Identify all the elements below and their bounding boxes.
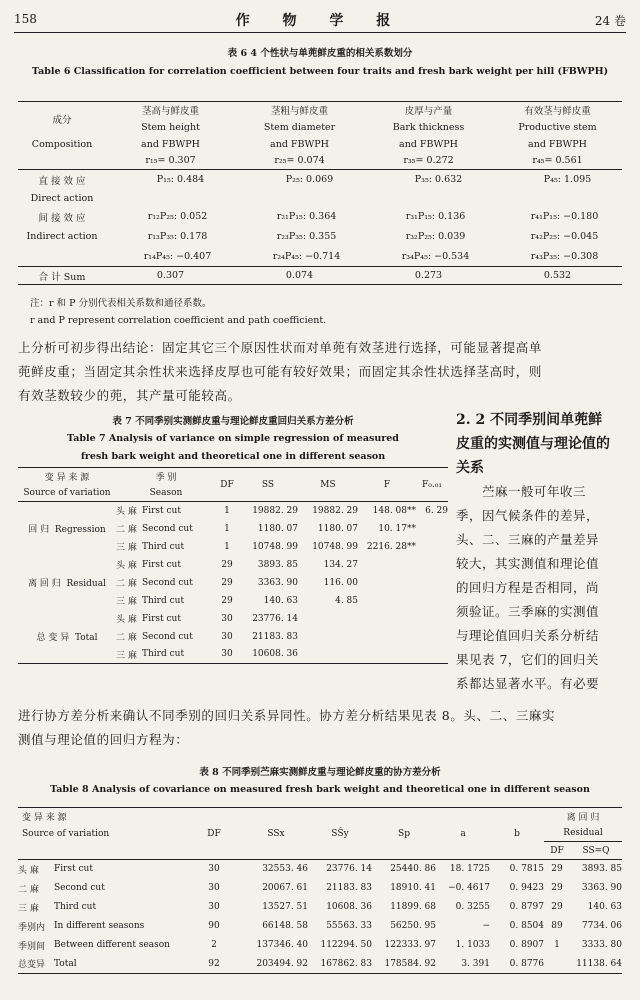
table7-group-label: 回 归 Regression <box>28 525 106 536</box>
table7-cell: 30 <box>221 613 233 624</box>
table7-cell: 19882. 29 <box>252 505 298 516</box>
table7-header: 季 别 <box>155 472 177 483</box>
table7-caption-en-2: fresh bark weight and theoretical one in different season <box>80 451 386 462</box>
table8-cell: −0. 4617 <box>448 883 490 893</box>
table8-cell: 29 <box>551 883 563 893</box>
table7-cell: 10748. 99 <box>252 541 298 552</box>
table7-cell: 3893. 85 <box>257 559 298 570</box>
table8-header: Residual <box>544 826 622 842</box>
table7 <box>18 467 448 664</box>
table6-header-cell: Bark thickness <box>392 121 465 133</box>
table8-caption-cn: 表 8 不同季别苎麻实测鲜皮重与理论鲜皮重的协方差分析 <box>199 767 441 778</box>
table7-cell: 3363. 90 <box>257 577 298 588</box>
table8-cell: 30 <box>208 883 220 893</box>
table8-header: SSx <box>267 828 285 839</box>
table6-direct-label: 直 接 效 应 <box>38 175 86 187</box>
section-body-line: 较大，其实测值和理论值 <box>456 556 600 571</box>
table8-row-en: Second cut <box>54 883 105 893</box>
table8-cell: 56250. 95 <box>390 921 436 931</box>
running-header <box>14 8 626 30</box>
table8-row-en: In different seasons <box>54 921 145 931</box>
section-body-line: 系都达显著水平。有必要 <box>456 676 600 691</box>
table6-header-cell: Productive stem <box>518 121 597 133</box>
table6-cell: r₄₁P₁₅: −0.180 <box>530 211 599 222</box>
table8-cell: 122333. 97 <box>384 940 436 950</box>
table6-col0-en: Composition <box>31 138 93 150</box>
table7-cell: 21183. 83 <box>252 631 298 642</box>
table7-season-en: Second cut <box>142 631 193 642</box>
table7-cell: 140. 63 <box>263 595 298 606</box>
table7-season-en: First cut <box>142 559 181 570</box>
table8-cell: 30 <box>208 864 220 875</box>
table8-cell: 89 <box>551 921 563 931</box>
table7-cell <box>416 538 448 556</box>
table7-season-cn: 三 麻 <box>116 650 137 661</box>
table7-cell <box>416 556 448 574</box>
table7-cell: 134. 27 <box>323 559 358 570</box>
table6-cell: r₄₂P₂₅: −0.045 <box>530 231 599 242</box>
table6-caption-en: Table 6 Classification for correlation coefficient between four traits and fresh bark weight per hill (FBWPH) <box>31 66 609 77</box>
table8-row-cn: 总变异 <box>18 960 46 971</box>
table7-cell <box>416 610 448 628</box>
table8-cell: 30 <box>208 902 220 912</box>
table8-cell: 3363. 90 <box>581 883 622 893</box>
table6-header-cell: 茎粗与鲜皮重 <box>270 106 328 118</box>
table6-cell: r₃₁P₁₅: 0.136 <box>405 211 466 222</box>
table8-row-cn: 季别间 <box>18 941 46 952</box>
section-body-line: 季，因气候条件的差异， <box>456 508 600 523</box>
table8-cell: 178584. 92 <box>384 958 436 969</box>
volume-label: 24 卷 <box>594 14 626 28</box>
table7-header: 变 异 来 源 <box>44 472 90 483</box>
table7-group-label: 总 变 异 Total <box>36 632 98 643</box>
table7-cell: 1 <box>224 523 230 534</box>
table7-header: F <box>383 479 391 490</box>
table7-cell <box>298 646 358 664</box>
table7-season-en: First cut <box>142 505 181 516</box>
table8-cell: 0. 9423 <box>509 883 544 893</box>
table7-cell: 29 <box>221 577 233 588</box>
table8-cell: 11899. 68 <box>390 902 436 912</box>
table8-cell: 1 <box>554 940 560 950</box>
table8-header: DF <box>207 828 221 839</box>
table6-header-cell: and FBWPH <box>399 138 458 150</box>
table7-cell: 2216. 28** <box>366 541 416 552</box>
table6-cell: P₂₅: 0.069 <box>285 174 334 186</box>
table8-cell: 23776. 14 <box>326 864 372 875</box>
table7-cell <box>416 628 448 646</box>
table6-correlation: r₄₅= 0.561 <box>532 155 583 167</box>
table6-correlation: r₂₅= 0.074 <box>274 155 325 167</box>
header-rule <box>14 32 626 33</box>
journal-title: 作 物 学 报 <box>235 13 405 29</box>
table8-cell: 29 <box>551 864 563 875</box>
table6-header-cell: Stem height <box>141 121 200 133</box>
table7-season-cn: 头 麻 <box>116 507 137 518</box>
table6-cell: r₂₃P₃₅: 0.355 <box>276 231 337 242</box>
table8-cell: 18910. 41 <box>390 883 436 893</box>
table6-cell: r₁₄P₄₅: −0.407 <box>143 250 212 262</box>
table7-cell: 29 <box>221 595 233 606</box>
table8-cell: 112294. 50 <box>320 940 372 950</box>
table6-header-cell: and FBWPH <box>141 138 200 150</box>
table7-cell <box>358 574 416 592</box>
table8-cell: 29 <box>551 902 563 912</box>
table7-cell: 1 <box>224 541 230 552</box>
table8-cell: 25440. 86 <box>390 864 436 875</box>
section-heading: 皮重的实测值与理论值的 <box>456 436 610 452</box>
table7-cell: 1180. 07 <box>317 523 358 534</box>
table6-cell: r₁₃P₃₅: 0.178 <box>147 231 208 242</box>
table8-cell: 0. 8797 <box>509 902 544 912</box>
table6-correlation: r₁₅= 0.307 <box>145 155 196 167</box>
table7-cell: 30 <box>221 631 233 642</box>
table7-caption-en: Table 7 Analysis of variance on simple regression of measured <box>67 433 399 444</box>
table7-season-en: Third cut <box>142 649 185 660</box>
table7-cell <box>358 610 416 628</box>
table8-cell: 140. 63 <box>587 902 622 912</box>
table8 <box>18 807 622 974</box>
table7-header: MS <box>320 479 336 490</box>
table8-row-en: First cut <box>54 864 93 875</box>
table7-header: SS <box>261 479 275 490</box>
table8-row-en: Total <box>54 958 77 969</box>
table6-indirect-label: 间 接 效 应 <box>38 212 86 224</box>
table7-group-label: 离 回 归 Residual <box>28 579 106 589</box>
table6-cell: P₃₅: 0.632 <box>414 174 463 186</box>
table8-cell: 0. 3255 <box>455 902 490 912</box>
paragraph-line: 测值与理论值的回归方程为： <box>18 732 189 747</box>
table7-header: F₀.₀₁ <box>422 479 442 490</box>
table7-cell <box>416 592 448 610</box>
table7-caption-cn: 表 7 不同季别实测鲜皮重与理论鲜皮重回归关系方差分析 <box>112 416 354 427</box>
table8-row-en: Between different season <box>54 940 170 950</box>
table7-season-en: First cut <box>142 613 181 624</box>
table7-season-en: Third cut <box>142 541 185 552</box>
table6 <box>18 101 622 285</box>
table7-header: DF <box>220 479 234 490</box>
table6-col0-cn: 成分 <box>52 114 72 126</box>
paragraph-line: 进行协方差分析来确认不同季别的回归关系异同性。协方差分析结果见表 8。头、二、三麻实 <box>18 708 556 723</box>
table8-cell: 3893. 85 <box>581 864 622 875</box>
table7-cell <box>416 574 448 592</box>
table7-cell: 10748. 99 <box>312 541 358 552</box>
table7-season-cn: 三 麻 <box>116 543 137 553</box>
table8-cell: − <box>482 921 490 931</box>
table6-header-cell: 有效茎与鲜皮重 <box>524 106 591 118</box>
table8-cell: 21183. 83 <box>326 883 372 893</box>
table8-header: SŜy <box>331 828 349 839</box>
table8-caption-en: Table 8 Analysis of covariance on measured fresh bark weight and theoretical one in different season <box>50 784 590 795</box>
table8-row-cn: 三 麻 <box>18 903 39 914</box>
table7-cell <box>416 646 448 664</box>
table7-season-en: Third cut <box>142 595 185 606</box>
table6-cell: r₃₂P₂₅: 0.039 <box>405 231 466 242</box>
table6-cell: P₁₅: 0.484 <box>156 174 205 186</box>
table7-cell <box>358 556 416 574</box>
table7-season-en: Second cut <box>142 577 193 588</box>
table7-cell <box>358 646 416 664</box>
table8-header: b <box>514 828 520 839</box>
table6-header-cell: and FBWPH <box>528 138 587 150</box>
table7-cell: 10. 17** <box>378 523 416 534</box>
table6-header-cell: Stem diameter <box>263 121 336 133</box>
table8-cell: 3333. 80 <box>581 940 622 950</box>
table8-header: Sp <box>398 828 410 839</box>
table8-header: SS=Q <box>582 845 610 856</box>
table7-cell <box>298 610 358 628</box>
table7-season-cn: 头 麻 <box>116 561 137 571</box>
section-2-2 <box>456 408 626 696</box>
table6-cell: r₃₄P₄₅: −0.534 <box>401 250 470 262</box>
table8-cell: 18. 1725 <box>449 864 490 875</box>
table6-header-cell: 茎高与鲜皮重 <box>141 106 199 118</box>
table8-cell: 13527. 51 <box>262 902 308 912</box>
table7-cell: 19882. 29 <box>312 505 358 516</box>
table7-cell <box>416 520 448 538</box>
section-body-line: 果见表 7，它们的回归关 <box>456 652 599 667</box>
table7-cell: 148. 08** <box>372 505 416 516</box>
table6-cell: 0.532 <box>543 270 572 281</box>
table8-cell: 11138. 64 <box>576 958 622 969</box>
table7-cell: 4. 85 <box>335 595 358 606</box>
page-number: 158 <box>14 12 37 26</box>
table7-header: Season <box>149 487 183 498</box>
table8-cell: 1. 1033 <box>455 940 490 950</box>
table6-caption-cn: 表 6 4 个性状与单蔸鲜皮重的相关系数划分 <box>227 48 413 59</box>
table8-cell: 10608. 36 <box>326 902 372 912</box>
table6-cell: r₂₁P₁₅: 0.364 <box>276 211 337 222</box>
table7-season-cn: 二 麻 <box>116 525 137 535</box>
table6-cell: 0.074 <box>285 270 314 281</box>
table8-cell <box>544 955 570 974</box>
table8-cell: 137346. 40 <box>256 940 308 950</box>
table6-correlation: r₃₅= 0.272 <box>403 155 454 167</box>
table7-cell: 10608. 36 <box>252 649 298 660</box>
table8-cell: 0. 7815 <box>509 864 544 875</box>
table8-cell: 66148. 58 <box>262 921 308 931</box>
table6-note-en: r and P represent correlation coefficient and path coefficient. <box>30 315 327 326</box>
table7-cell: 1180. 07 <box>257 523 298 534</box>
table8-cell: 2 <box>211 940 217 950</box>
table8-cell: 0. 8907 <box>509 940 544 950</box>
section-heading: 关系 <box>456 460 484 476</box>
table7-season-cn: 二 麻 <box>116 579 137 589</box>
section-body-line: 苎麻一般可年收三 <box>482 484 587 499</box>
table7-season-cn: 二 麻 <box>116 633 137 643</box>
table7-cell <box>298 628 358 646</box>
table8-header: 变 异 来 源 <box>22 813 67 824</box>
table6-cell: 0.273 <box>414 270 443 281</box>
table8-row-en: Third cut <box>54 902 97 912</box>
section-heading: 2. 2 不同季别间单蔸鲜 <box>456 412 603 428</box>
table7-cell <box>358 592 416 610</box>
paragraph-line: 上分析可初步得出结论：固定其它三个原因性状而对单蔸有效茎进行选择，可能显著提高单 <box>18 340 543 355</box>
table8-row-cn: 季别内 <box>18 922 46 933</box>
table8-cell: 203494. 92 <box>256 958 308 969</box>
table8-header: 离 回 归 <box>566 813 600 824</box>
section-body-line: 须验证。三季麻的实测值 <box>456 604 600 619</box>
table7-season-cn: 头 麻 <box>116 615 137 625</box>
table8-header: DF <box>550 845 564 856</box>
table7-cell: 23776. 14 <box>252 613 298 624</box>
table6-header-cell: 皮厚与产量 <box>404 106 453 118</box>
table8-cell: 0. 8776 <box>509 958 544 969</box>
table6-direct-label-en: Direct action <box>30 192 94 204</box>
table8-cell: 0. 8504 <box>509 921 544 931</box>
table7-cell: 1 <box>224 505 230 516</box>
table7-season-en: Second cut <box>142 523 193 534</box>
table8-row-cn: 二 麻 <box>18 884 39 895</box>
table7-season-cn: 三 麻 <box>116 597 137 607</box>
table8-cell: 32553. 46 <box>262 864 308 875</box>
table6-cell: P₄₅: 1.095 <box>543 174 592 186</box>
table8-cell: 92 <box>208 958 220 969</box>
table7-header: Source of variation <box>23 487 111 498</box>
table8-cell: 90 <box>208 921 220 931</box>
table7-cell: 116. 00 <box>323 577 358 588</box>
table7-cell: 30 <box>221 649 233 660</box>
table6-sum-label: 合 计 Sum <box>38 271 86 283</box>
table8-cell: 3. 391 <box>461 958 490 969</box>
table6-note-cn: 注：r 和 P 分别代表相关系数和通径系数。 <box>30 298 212 309</box>
table7-cell: 29 <box>221 559 233 570</box>
table8-row-cn: 头 麻 <box>18 865 39 876</box>
table6-cell: r₄₃P₃₅: −0.308 <box>530 250 599 262</box>
table6-header-cell: and FBWPH <box>270 138 329 150</box>
table8-cell: 55563. 33 <box>326 921 372 931</box>
table8-cell: 20067. 61 <box>262 883 308 893</box>
table7-cell: 6. 29 <box>425 505 448 516</box>
section-body-line: 与理论值回归关系分析结 <box>456 628 600 643</box>
section-body-line: 的回归方程是否相同，尚 <box>456 580 600 595</box>
table7-cell <box>358 628 416 646</box>
table8-header: a <box>460 828 466 839</box>
table6-cell: 0.307 <box>156 270 185 281</box>
table8-cell: 7734. 06 <box>581 921 622 931</box>
table6-indirect-label-en: Indirect action <box>26 231 98 242</box>
paragraph-line: 有效茎数较少的蔸，其产量可能较高。 <box>18 388 241 403</box>
paragraph-line: 蔸鲜皮重；当固定其余性状来选择皮厚也可能有较好效果；而固定其余性状选择茎高时，则 <box>18 364 543 379</box>
table8-header: Source of variation <box>22 828 110 839</box>
table8-cell: 167862. 83 <box>320 958 372 969</box>
table6-cell: r₁₂P₂₅: 0.052 <box>147 211 208 222</box>
table6-cell: r₂₄P₄₅: −0.714 <box>272 250 341 262</box>
section-body-line: 头、二、三麻的产量差异 <box>456 532 600 547</box>
